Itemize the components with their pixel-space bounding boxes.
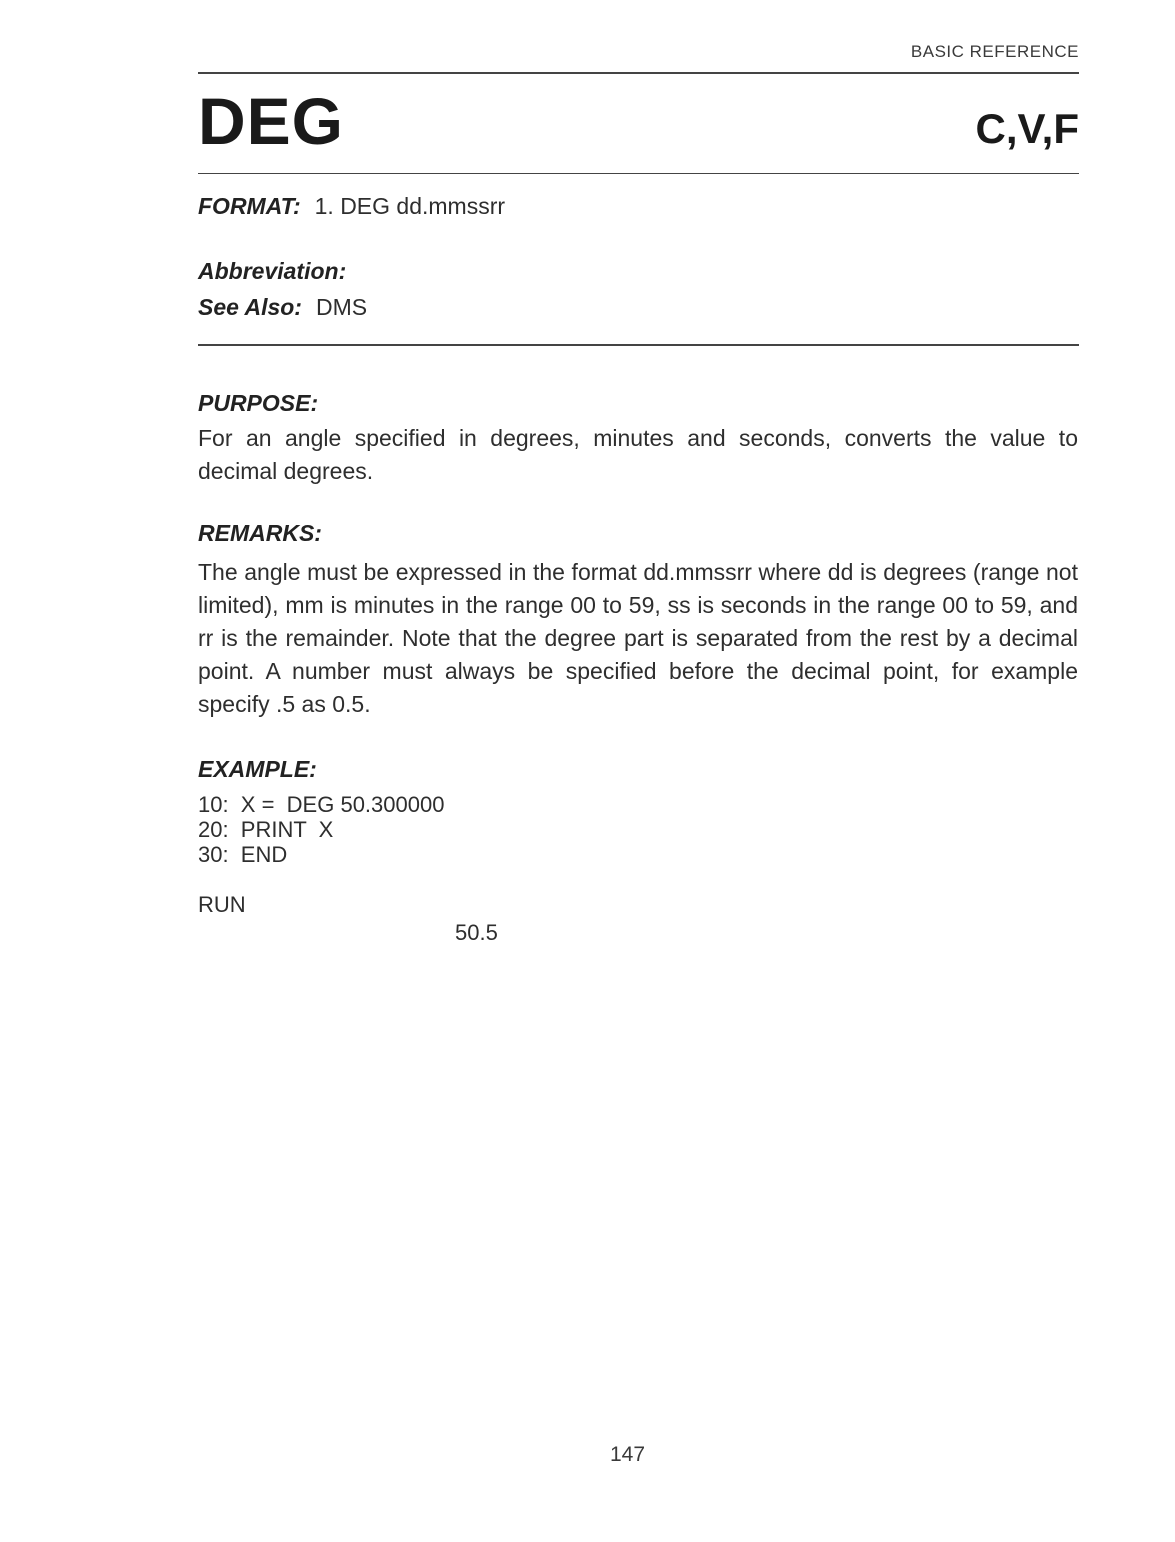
format-value: 1. DEG dd.mmssrr — [314, 193, 506, 219]
format-label: FORMAT: — [198, 193, 301, 219]
see-also-field — [198, 294, 367, 322]
top-rule — [198, 72, 1079, 74]
example-code — [198, 792, 444, 867]
page-number: 147 — [609, 1443, 646, 1466]
purpose-text: For an angle specified in degrees, minutes and seconds, converts the value to decimal degrees. — [198, 425, 1078, 484]
section-rule — [198, 344, 1079, 346]
code-line: 20: PRINT X — [198, 817, 334, 842]
see-also-label: See Also: — [198, 294, 302, 320]
remarks-heading: REMARKS: — [198, 520, 322, 546]
format-field — [198, 193, 505, 221]
example-heading: EXAMPLE: — [198, 756, 317, 782]
purpose-heading: PURPOSE: — [198, 390, 319, 416]
see-also-value: DMS — [315, 294, 368, 320]
abbreviation-field — [198, 258, 360, 286]
running-head: BASIC REFERENCE — [910, 42, 1079, 61]
abbreviation-label: Abbreviation: — [198, 258, 347, 284]
code-line: 10: X = DEG 50.300000 — [198, 792, 445, 817]
code-line: 30: END — [198, 842, 288, 867]
command-title: DEG — [198, 84, 345, 158]
remarks-text: The angle must be expressed in the format dd.mmssrr where dd is degrees (range not limited), mm is minutes in the range 00 to 59, ss is seconds in the range 00 to 59, and rr is the remainder. Note that the degree part is separated from the rest by a decimal point. A number must always be specified before the decimal point, for example specify .5 as 0.5. — [198, 559, 1078, 717]
title-rule — [198, 173, 1079, 174]
command-modes: C,V,F — [975, 105, 1079, 152]
run-output: 50.5 — [455, 920, 498, 945]
run-command: RUN — [198, 892, 246, 917]
